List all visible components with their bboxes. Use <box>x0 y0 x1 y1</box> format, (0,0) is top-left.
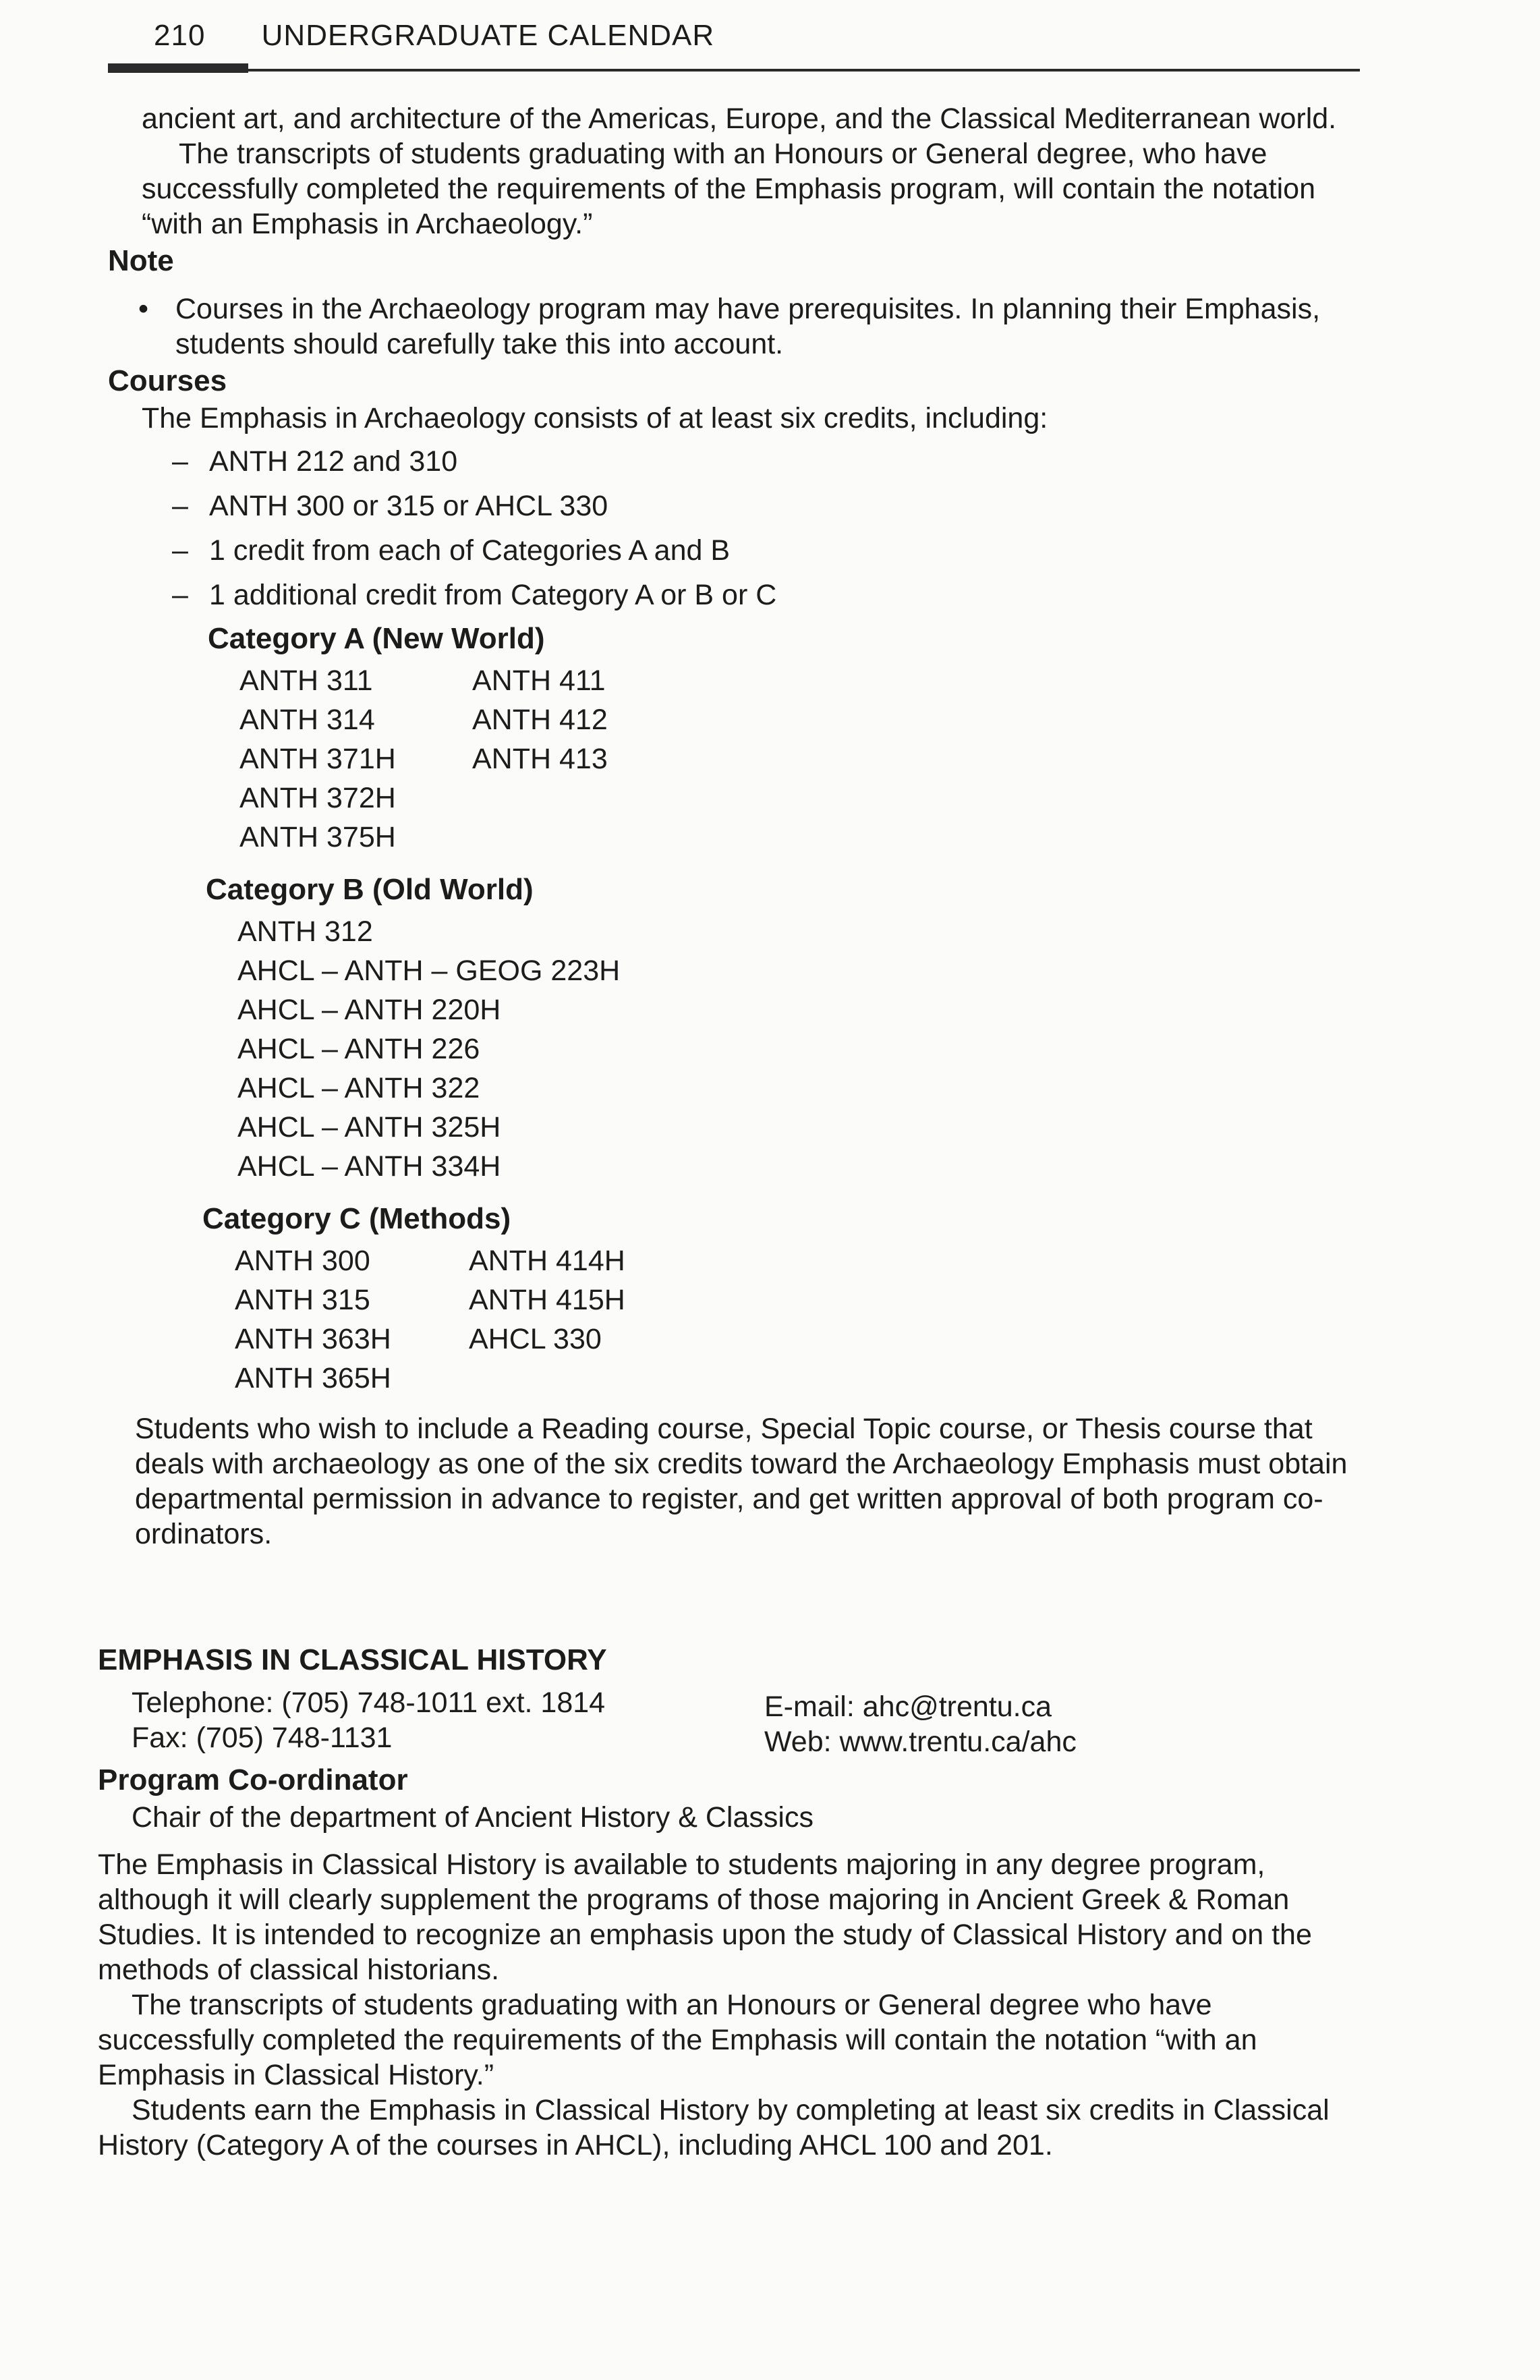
course-code: AHCL – ANTH – GEOG 223H <box>237 955 621 987</box>
coordinator-heading: Program Co-ordinator <box>98 1763 408 1796</box>
bullet-marker: • <box>138 293 149 325</box>
course-code: AHCL – ANTH 226 <box>237 1033 480 1065</box>
contact-email-web <box>764 1689 1077 1759</box>
requirement-item: – 1 credit from each of Categories A and B <box>172 534 731 567</box>
course-code: AHCL – ANTH 334H <box>237 1150 501 1183</box>
course-code: ANTH 363H <box>235 1323 391 1355</box>
header-title: UNDERGRADUATE CALENDAR <box>261 19 715 52</box>
archaeology-intro <box>142 101 1349 242</box>
requirement-item: – ANTH 300 or 315 or AHCL 330 <box>172 490 608 522</box>
paragraph: The Emphasis in Classical History is available to students majoring in any degree program, although it will clearly supplement the programs of those majoring in Ancient Greek & Roman Studies. It is intended to recognize an emphasis upon the study of Classical History and on the methods of classical historians. <box>98 1848 1312 1986</box>
category-b-list <box>237 912 620 1186</box>
paragraph: The transcripts of students graduating with an Honours or General degree who have successfully completed the requirements of the Emphasis will contain the notation “with an Emphasis in Classical History.” <box>98 1989 1257 2091</box>
email: E-mail: ahc@trentu.ca <box>764 1691 1052 1723</box>
category-c-col1 <box>235 1241 391 1398</box>
course-code: ANTH 365H <box>235 1362 391 1394</box>
requirements-list <box>172 444 776 622</box>
contact-phone-fax <box>132 1685 605 1755</box>
course-code: ANTH 411 <box>472 664 606 697</box>
coordinator-name: Chair of the department of Ancient History & Classics <box>132 1801 814 1834</box>
header-rule-thick <box>108 63 248 73</box>
paragraph: Students earn the Emphasis in Classical History by completing at least six credits in Classical History (Category A of the courses in AHCL), including AHCL 100 and 201. <box>98 2094 1330 2161</box>
requirement-item: – 1 additional credit from Category A or B or C <box>172 579 777 611</box>
requirement-item: – ANTH 212 and 310 <box>172 445 458 478</box>
course-code: ANTH 414H <box>469 1245 625 1277</box>
course-code: ANTH 413 <box>472 743 608 775</box>
course-code: ANTH 315 <box>235 1284 370 1316</box>
classical-history-body <box>98 1847 1349 2163</box>
telephone: Telephone: (705) 748-1011 ext. 1814 <box>132 1687 606 1719</box>
course-code: AHCL – ANTH 325H <box>237 1111 501 1143</box>
note-bullet-item <box>138 291 1346 362</box>
intro-line: ancient art, and architecture of the Americas, Europe, and the Classical Mediterranean world. <box>142 103 1337 135</box>
course-code: ANTH 372H <box>239 782 396 814</box>
courses-heading: Courses <box>108 364 227 397</box>
course-code: ANTH 314 <box>239 704 375 736</box>
course-code: ANTH 312 <box>237 915 373 948</box>
category-a-col2 <box>472 661 608 778</box>
category-a-col1 <box>239 661 396 857</box>
course-code: ANTH 371H <box>239 743 396 775</box>
fax: Fax: (705) 748-1131 <box>132 1722 393 1754</box>
page-number: 210 <box>154 19 206 52</box>
courses-intro: The Emphasis in Archaeology consists of at least six credits, including: <box>142 402 1048 434</box>
running-header <box>154 19 714 53</box>
web: Web: www.trentu.ca/ahc <box>764 1726 1077 1758</box>
course-code: ANTH 300 <box>235 1245 370 1277</box>
transcript-paragraph: The transcripts of students graduating with an Honours or General degree, who have successfully completed the requirements of the Emphasis program, will contain the notation “with an Emphasis in Archaeology.” <box>142 138 1315 240</box>
course-code: ANTH 375H <box>239 821 396 853</box>
course-code: AHCL 330 <box>469 1323 602 1355</box>
archaeology-closing-paragraph: Students who wish to include a Reading course, Special Topic course, or Thesis course that deals with archaeology as one of the six credits toward the Archaeology Emphasis must obtain departmental permission in advance to register, and get written approval of both program co-ordinators. <box>135 1413 1348 1550</box>
course-code: AHCL – ANTH 220H <box>237 994 501 1026</box>
header-rule-thin <box>248 69 1360 72</box>
section-heading-classical-history: EMPHASIS IN CLASSICAL HISTORY <box>98 1643 607 1676</box>
note-text: Courses in the Archaeology program may have prerequisites. In planning their Emphasis, students should carefully take this into account. <box>175 293 1321 360</box>
course-code: ANTH 311 <box>239 664 373 697</box>
category-c-heading: Category C (Methods) <box>202 1202 511 1235</box>
category-b-heading: Category B (Old World) <box>206 873 534 906</box>
category-c-col2 <box>469 1241 625 1359</box>
note-heading: Note <box>108 244 174 277</box>
course-code: AHCL – ANTH 322 <box>237 1072 480 1104</box>
category-a-heading: Category A (New World) <box>208 622 545 655</box>
course-code: ANTH 412 <box>472 704 608 736</box>
course-code: ANTH 415H <box>469 1284 625 1316</box>
